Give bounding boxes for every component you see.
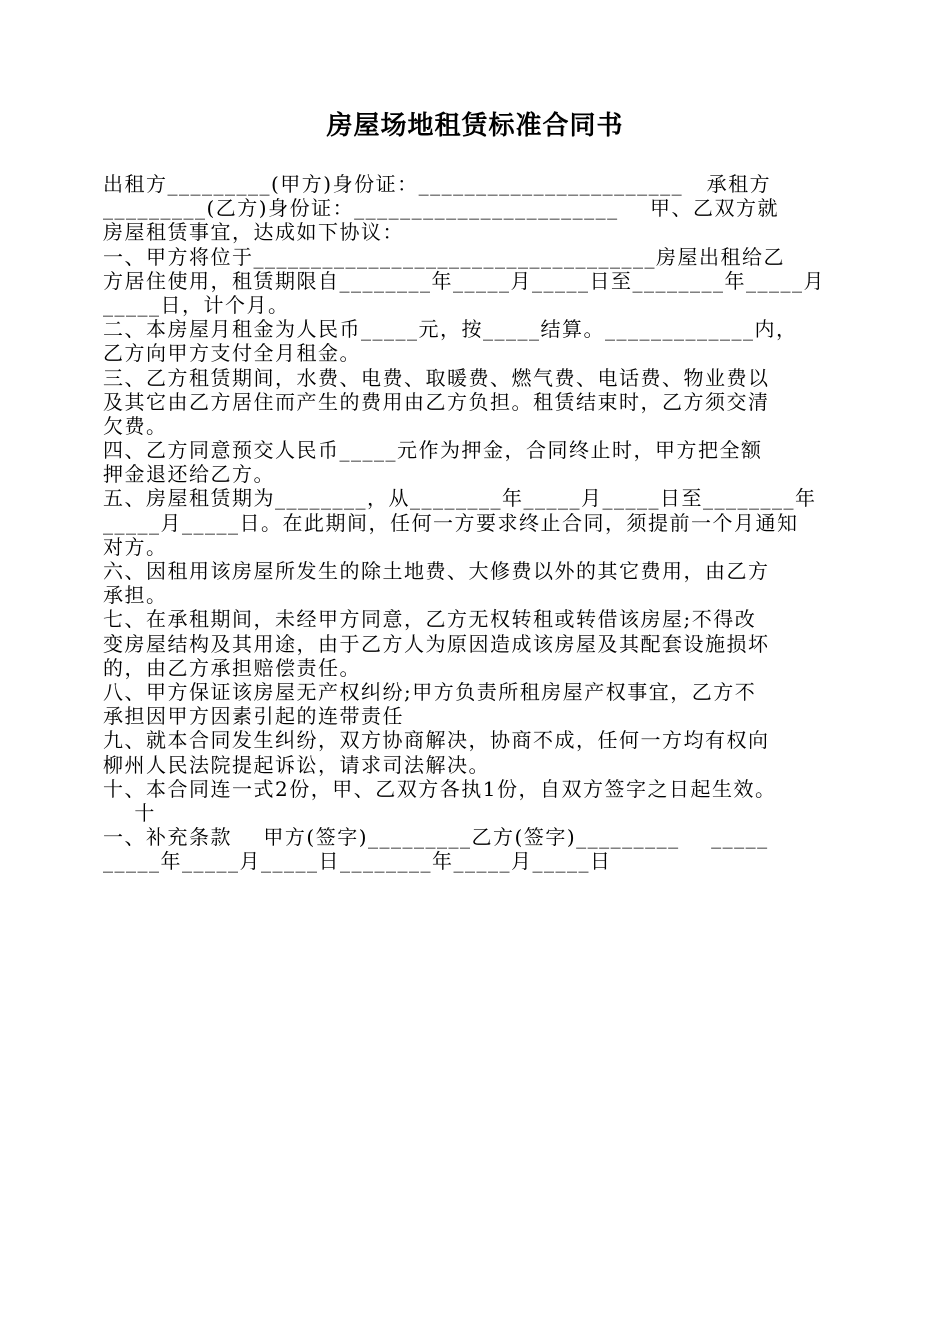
contract-line: _________(乙方)身份证：_______________________ 甲、乙双方就 <box>103 196 780 221</box>
contract-line: 一、补充条款 甲方(签字)_________乙方(签字)_________ _____ <box>103 825 769 850</box>
contract-line: 五、房屋租赁期为________，从________年_____月_____日至________年 <box>103 486 817 511</box>
document-title: 房屋场地租赁标准合同书 <box>326 111 624 141</box>
contract-line: _____月_____日。在此期间，任何一方要求终止合同，须提前一个月通知 <box>103 510 799 535</box>
contract-line: _____年_____月_____日________年_____月_____日 <box>103 849 612 874</box>
contract-line: 七、在承租期间，未经甲方同意，乙方无权转租或转借该房屋;不得改 <box>103 607 757 632</box>
contract-line: 变房屋结构及其用途，由于乙方人为原因造成该房屋及其配套设施损坏 <box>103 631 770 656</box>
contract-line: 一、甲方将位于___________________________________房屋出租给乙 <box>103 244 785 269</box>
contract-line: 二、本房屋月租金为人民币_____元，按_____结算。_____________内， <box>103 317 798 342</box>
contract-line: 及其它由乙方居住而产生的费用由乙方负担。租赁结束时，乙方须交清 <box>103 389 770 414</box>
contract-line: 十、本合同连一式2份，甲、乙双方各执1份，自双方签字之日起生效。 <box>103 776 777 801</box>
contract-line: 八、甲方保证该房屋无产权纠纷;甲方负责所租房屋产权事宜，乙方不 <box>103 679 757 704</box>
contract-line: 对方。 <box>103 534 168 559</box>
contract-line: 押金退还给乙方。 <box>103 462 275 487</box>
contract-line: 三、乙方租赁期间，水费、电费、取暖费、燃气费、电话费、物业费以 <box>103 365 770 390</box>
contract-line: 的，由乙方承担赔偿责任。 <box>103 655 361 680</box>
contract-line: 四、乙方同意预交人民币_____元作为押金，合同终止时，甲方把全额 <box>103 438 763 463</box>
contract-line: 房屋租赁事宜，达成如下协议： <box>103 220 404 245</box>
contract-line: _____日，计个月。 <box>103 292 290 317</box>
contract-body <box>103 172 853 873</box>
contract-line: 乙方向甲方支付全月租金。 <box>103 341 361 366</box>
contract-line: 承担因甲方因素引起的连带责任 <box>103 704 404 729</box>
contract-line: 出租方_________(甲方)身份证：_______________________ 承租方 <box>103 172 772 196</box>
contract-line: 方居住使用，租赁期限自________年_____月_____日至________年_____月 <box>103 268 825 293</box>
contract-line: 九、就本合同发生纠纷，双方协商解决，协商不成，任何一方均有权向 <box>103 728 770 753</box>
contract-line: 六、因租用该房屋所发生的除土地费、大修费以外的其它费用，由乙方 <box>103 559 770 583</box>
contract-line: 承担。 <box>103 583 168 608</box>
contract-line: 十 <box>103 800 156 825</box>
contract-line: 柳州人民法院提起诉讼，请求司法解决。 <box>103 752 490 777</box>
contract-line: 欠费。 <box>103 413 168 438</box>
